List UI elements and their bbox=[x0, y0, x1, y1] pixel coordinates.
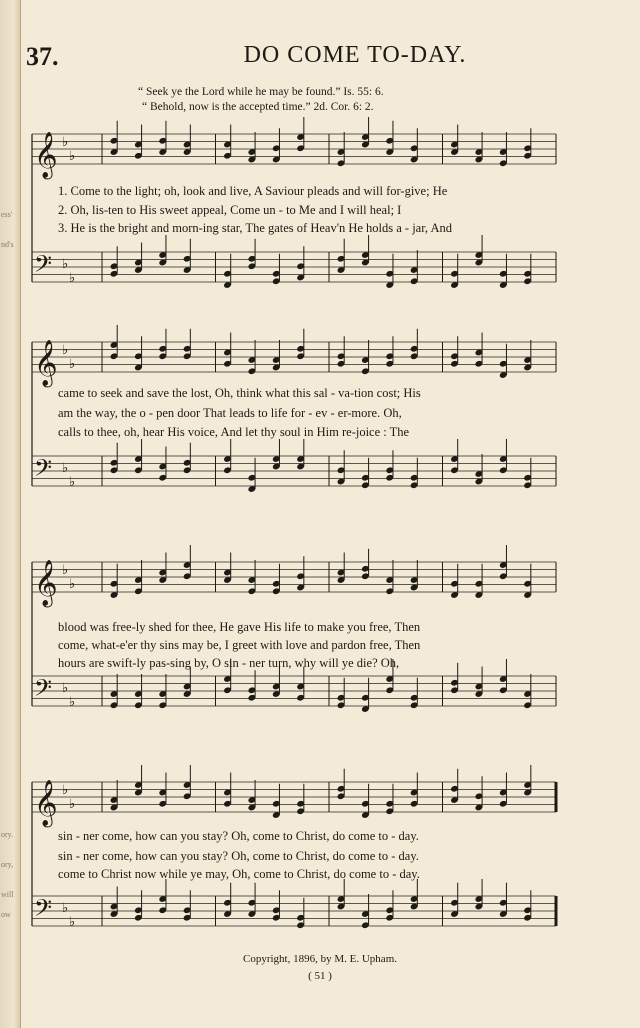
lyric-line: 1. Come to the light; oh, look and live, A Saviour pleads and will for-give; He bbox=[58, 184, 448, 198]
lyric-line: 2. Oh, lis-ten to His sweet appeal, Come un - to Me and I will heal; I bbox=[58, 203, 402, 217]
treble-clef-icon: 𝄞 bbox=[34, 560, 58, 606]
music-system-1 bbox=[20, 120, 560, 305]
lyric-line: came to seek and save the lost, Oh, think what this sal - va-tion cost; His bbox=[58, 386, 421, 400]
flat-icon: ♭ bbox=[62, 562, 69, 577]
treble-clef-icon: 𝄞 bbox=[34, 780, 58, 826]
flat-icon: ♭ bbox=[62, 342, 69, 357]
gutter-fragment: will bbox=[1, 890, 14, 899]
flat-icon: ♭ bbox=[62, 256, 69, 271]
gutter-fragment: ory, bbox=[1, 860, 14, 869]
gutter-fragment: ess' bbox=[1, 210, 13, 219]
gutter-fragment: nd's bbox=[1, 240, 14, 249]
bass-clef-icon: 𝄢 bbox=[34, 250, 53, 283]
bass-clef-icon: 𝄢 bbox=[34, 674, 53, 707]
hymn-title: DO COME TO-DAY. bbox=[243, 42, 467, 68]
lyric-line: sin - ner come, how can you stay? Oh, come to Christ, do come to - day. bbox=[58, 829, 419, 843]
copyright-notice: Copyright, 1896, by M. E. Upham. bbox=[243, 953, 397, 965]
lyric-line: come to Christ now while ye may, Oh, come to Christ, do come to - day. bbox=[58, 867, 420, 881]
lyric-line: come, what-e'er thy sins may be, I greet with love and pardon free, Then bbox=[58, 638, 421, 652]
flat-icon: ♭ bbox=[69, 356, 76, 371]
scripture-line-2: “ Behold, now is the accepted time.” 2d. Cor. 6: 2. bbox=[142, 101, 374, 113]
scripture-line-1: “ Seek ye the Lord while he may be found.” Is. 55: 6. bbox=[138, 86, 384, 98]
lyric-line: 3. He is the bright and morn-ing star, The gates of Heav'n He holds a - jar, And bbox=[58, 221, 452, 235]
flat-icon: ♭ bbox=[62, 900, 69, 915]
bass-clef-icon: 𝄢 bbox=[34, 894, 53, 927]
flat-icon: ♭ bbox=[69, 148, 76, 163]
lyric-line: hours are swift-ly pas-sing by, O sin - ner turn, why will ye die? Oh, bbox=[58, 656, 400, 670]
lyric-line: blood was free-ly shed for thee, He gave His life to make you free, Then bbox=[58, 620, 421, 634]
treble-clef-icon: 𝄞 bbox=[34, 132, 58, 178]
treble-clef-icon: 𝄞 bbox=[34, 340, 58, 386]
flat-icon: ♭ bbox=[69, 270, 76, 285]
gutter-fragment: ow bbox=[1, 910, 11, 919]
music-system-4 bbox=[20, 768, 560, 953]
flat-icon: ♭ bbox=[69, 576, 76, 591]
flat-icon: ♭ bbox=[69, 474, 76, 489]
flat-icon: ♭ bbox=[69, 796, 76, 811]
lyric-line: calls to thee, oh, hear His voice, And let thy soul in Him re-joice : The bbox=[58, 425, 410, 439]
flat-icon: ♭ bbox=[69, 914, 76, 929]
hymn-number: 37. bbox=[26, 42, 59, 71]
flat-icon: ♭ bbox=[69, 694, 76, 709]
music-system-2 bbox=[20, 328, 560, 513]
page-number: ( 51 ) bbox=[308, 970, 332, 982]
gutter-fragment: ory. bbox=[1, 830, 14, 839]
flat-icon: ♭ bbox=[62, 134, 69, 149]
flat-icon: ♭ bbox=[62, 782, 69, 797]
binding-gutter bbox=[0, 0, 21, 1028]
flat-icon: ♭ bbox=[62, 460, 69, 475]
lyric-line: sin - ner come, how can you stay? Oh, come to Christ, do come to - day. bbox=[58, 849, 419, 863]
music-system-3 bbox=[20, 548, 560, 733]
bass-clef-icon: 𝄢 bbox=[34, 454, 53, 487]
lyric-line: am the way, the o - pen door That leads to life for - ev - er-more. Oh, bbox=[58, 406, 402, 420]
flat-icon: ♭ bbox=[62, 680, 69, 695]
